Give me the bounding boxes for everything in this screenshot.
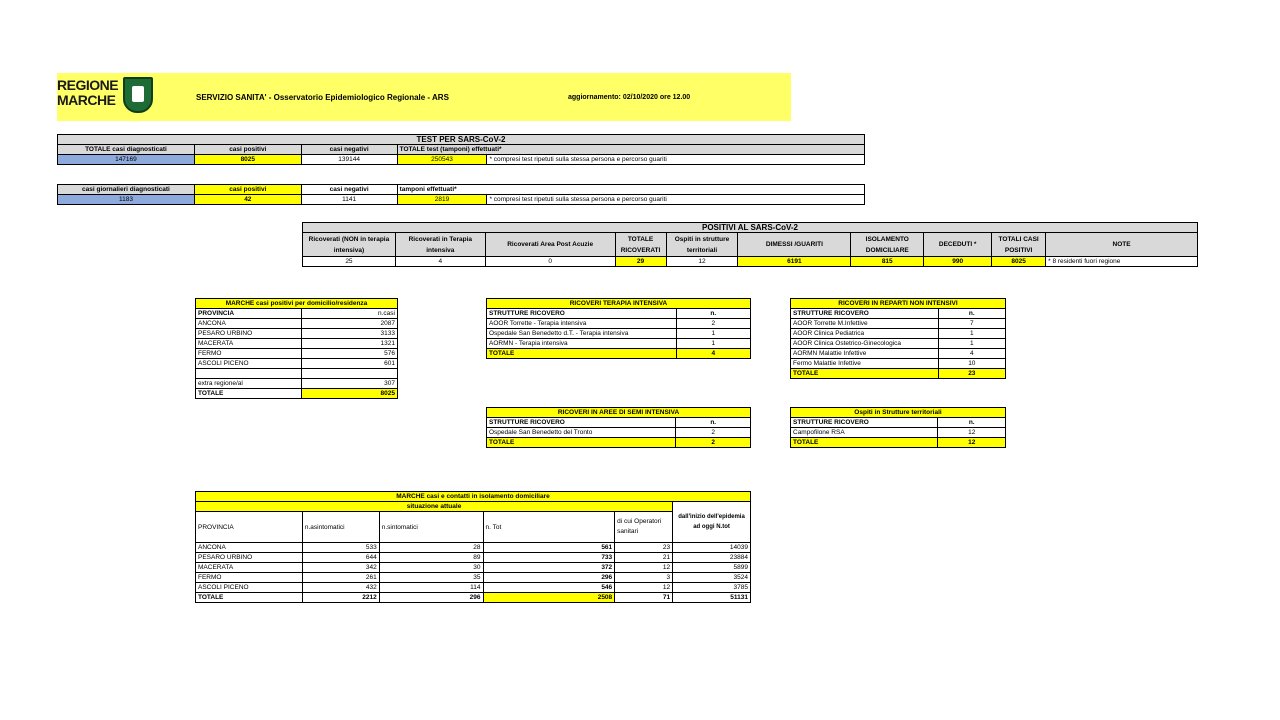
test-table — [57, 134, 865, 165]
total-diagnosticati: 147169 — [58, 155, 195, 165]
value-cell: 990 — [924, 257, 992, 267]
table-row: Ospedale San Benedetto d.T. - Terapia intensiva — [487, 329, 677, 339]
table-row: 342 — [302, 563, 379, 573]
header-cell: TOTALE test (tamponi) effettuati* — [397, 145, 864, 155]
update-timestamp: aggiornamento: 02/10/2020 ore 12.00 — [568, 94, 691, 101]
header-cell: casi positivi — [194, 145, 301, 155]
total-value: 23 — [938, 369, 1005, 379]
table-row: AOOR Torrette M.Infettive — [791, 319, 939, 329]
table-row: AOOR Clinica Ostetrico-Ginecologica — [791, 339, 939, 349]
isolamento-title: MARCHE casi e contatti in isolamento domiciliare — [196, 492, 751, 502]
semi-intensiva-table — [486, 407, 751, 448]
shield-icon — [123, 77, 153, 113]
total-label: TOTALE — [791, 438, 938, 448]
table-row: 1321 — [301, 339, 397, 349]
total-value: 2508 — [483, 593, 615, 603]
total-value: 4 — [676, 349, 750, 359]
total-value: 12 — [938, 438, 1006, 448]
isolamento-subtitle: situazione attuale — [196, 502, 673, 512]
header-cell: casi giornalieri diagnosticati — [58, 185, 195, 195]
value-cell: 25 — [303, 257, 396, 267]
table-row: ANCONA — [196, 543, 303, 553]
header-cell: n.sintomatici — [379, 512, 483, 543]
semi-title: RICOVERI IN AREE DI SEMI INTENSIVA — [487, 408, 751, 418]
table-row: 576 — [301, 349, 397, 359]
table-row: 3133 — [301, 329, 397, 339]
table-row: 2 — [676, 428, 751, 438]
table-row: 89 — [379, 553, 483, 563]
test-note: * compresi test ripetuti sulla stessa persona e percorso guariti — [487, 155, 865, 165]
col-strutture: STRUTTURE RICOVERO — [487, 309, 677, 319]
table-row: 10 — [938, 359, 1005, 369]
table-row: 114 — [379, 583, 483, 593]
total-value: 296 — [379, 593, 483, 603]
table-row: ASCOLI PICENO — [196, 359, 302, 369]
daily-tamponi: 2819 — [397, 195, 487, 205]
casi-positivi: 8025 — [194, 155, 301, 165]
header-cell: Ospiti in strutture territoriali — [666, 233, 738, 257]
total-label: TOTALE — [487, 438, 676, 448]
table-row: AOOR Clinica Pediatrica — [791, 329, 939, 339]
total-value: 8025 — [301, 389, 397, 399]
table-row: extra regione/al — [196, 379, 302, 389]
table-row: MACERATA — [196, 339, 302, 349]
value-cell: 6191 — [738, 257, 851, 267]
total-label: TOTALE — [196, 593, 303, 603]
table-row — [196, 369, 302, 379]
header-cell: Ricoverati Area Post Acuzie — [485, 233, 615, 257]
table-row: 23884 — [673, 553, 751, 563]
header-cell: DIMESSI /GUARITI — [738, 233, 851, 257]
table-row: 533 — [302, 543, 379, 553]
value-cell: 8025 — [992, 257, 1046, 267]
header-cell: tamponi effettuati* — [397, 185, 864, 195]
header-cell: n.asintomatici — [302, 512, 379, 543]
total-value: 2 — [676, 438, 751, 448]
table-row: 7 — [938, 319, 1005, 329]
total-label: TOTALE — [487, 349, 677, 359]
table-row: 307 — [301, 379, 397, 389]
header-cell: TOTALE RICOVERATI — [615, 233, 666, 257]
col-strutture: STRUTTURE RICOVERO — [791, 418, 938, 428]
header-cell: ISOLAMENTO DOMICILIARE — [851, 233, 924, 257]
note-cell: * 8 residenti fuori regione — [1046, 257, 1198, 267]
non-intensivi-table — [790, 298, 1006, 379]
table-row: 14039 — [673, 543, 751, 553]
header-cell: Ricoverati (NON in terapia intensiva) — [303, 233, 396, 257]
table-row: FERMO — [196, 349, 302, 359]
territoriali-title: Ospiti in Strutture territoriali — [791, 408, 1006, 418]
table-row: 12 — [615, 563, 673, 573]
col-n: n. — [676, 418, 751, 428]
domicilio-table — [195, 298, 398, 399]
table-row: 12 — [615, 583, 673, 593]
table-row: 28 — [379, 543, 483, 553]
header-cell: Ricoverati in Terapia intensiva — [395, 233, 485, 257]
daily-note: * compresi test ripetuti sulla stessa persona e percorso guariti — [487, 195, 865, 205]
table-row: 546 — [483, 583, 615, 593]
table-row: PESARO URBINO — [196, 553, 303, 563]
table-row: 2087 — [301, 319, 397, 329]
table-row: 35 — [379, 573, 483, 583]
table-row: 4 — [938, 349, 1005, 359]
table-row: AORMN - Terapia intensiva — [487, 339, 677, 349]
header-cell: di cui Operatori sanitari — [615, 512, 673, 543]
table-row: 733 — [483, 553, 615, 563]
col-n: n. — [938, 418, 1006, 428]
header-cell: TOTALE casi diagnosticati — [58, 145, 195, 155]
logo-text-line2: MARCHE — [57, 92, 116, 108]
header-cell: casi negativi — [301, 185, 397, 195]
table-row: 296 — [483, 573, 615, 583]
total-value: 2212 — [302, 593, 379, 603]
header-cell: PROVINCIA — [196, 512, 303, 543]
col-n: n. — [676, 309, 750, 319]
table-row: 1 — [676, 339, 750, 349]
terapia-title: RICOVERI TERAPIA INTENSIVA — [487, 299, 751, 309]
table-row: 432 — [302, 583, 379, 593]
table-row: 3785 — [673, 583, 751, 593]
header-cell: casi negativi — [301, 145, 397, 155]
header-title: SERVIZIO SANITA' - Osservatorio Epidemiologico Regionale - ARS — [196, 93, 449, 102]
table-row: ANCONA — [196, 319, 302, 329]
col-strutture: STRUTTURE RICOVERO — [487, 418, 676, 428]
total-value: 71 — [615, 593, 673, 603]
test-title: TEST PER SARS-CoV-2 — [58, 135, 865, 145]
table-row: 1 — [938, 329, 1005, 339]
total-label: TOTALE — [791, 369, 939, 379]
positivi-title: POSITIVI AL SARS-CoV-2 — [303, 223, 1198, 233]
casi-negativi: 139144 — [301, 155, 397, 165]
positivi-table — [302, 222, 1198, 267]
terapia-intensiva-table — [486, 298, 751, 359]
header-cell: NOTE — [1046, 233, 1198, 257]
table-row: FERMO — [196, 573, 303, 583]
header-cell: dall'inizio dell'epidemia ad oggi N.tot — [673, 502, 751, 543]
col-strutture: STRUTTURE RICOVERO — [791, 309, 939, 319]
table-row: 372 — [483, 563, 615, 573]
header-cell: DECEDUTI * — [924, 233, 992, 257]
non-intensivi-title: RICOVERI IN REPARTI NON INTENSIVI — [791, 299, 1006, 309]
table-row: AORMN Malattie Infettive — [791, 349, 939, 359]
col-provincia: PROVINCIA — [196, 309, 302, 319]
totale-test: 250543 — [397, 155, 487, 165]
daily-test-table — [57, 184, 865, 205]
total-value: 51131 — [673, 593, 751, 603]
table-row: 12 — [938, 428, 1006, 438]
table-row: Ospedale San Benedetto del Tronto — [487, 428, 676, 438]
daily-diagnosticati: 1183 — [58, 195, 195, 205]
daily-negativi: 1141 — [301, 195, 397, 205]
col-n: n. — [938, 309, 1005, 319]
table-row: Fermo Malattie Infettive — [791, 359, 939, 369]
table-row: 1 — [938, 339, 1005, 349]
table-row: 23 — [615, 543, 673, 553]
table-row: Campofilone RSA — [791, 428, 938, 438]
domicilio-title: MARCHE casi positivi per domicilio/residenza — [196, 299, 398, 309]
table-row: ASCOLI PICENO — [196, 583, 303, 593]
isolamento-table — [195, 491, 751, 603]
table-row: 601 — [301, 359, 397, 369]
table-row: 644 — [302, 553, 379, 563]
table-row: 2 — [676, 319, 750, 329]
table-row: 3524 — [673, 573, 751, 583]
table-row: PESARO URBINO — [196, 329, 302, 339]
header-cell: n. Tot — [483, 512, 615, 543]
col-ncasi: n.casi — [301, 309, 397, 319]
value-cell: 12 — [666, 257, 738, 267]
value-cell: 4 — [395, 257, 485, 267]
table-row: 1 — [676, 329, 750, 339]
table-row: 561 — [483, 543, 615, 553]
table-row: 21 — [615, 553, 673, 563]
value-cell: 815 — [851, 257, 924, 267]
table-row: 3 — [615, 573, 673, 583]
table-row: 261 — [302, 573, 379, 583]
table-row: 30 — [379, 563, 483, 573]
logo-text-line1: REGIONE — [57, 77, 119, 93]
value-cell: 0 — [485, 257, 615, 267]
table-row: 5899 — [673, 563, 751, 573]
header-cell: TOTALI CASI POSITIVI — [992, 233, 1046, 257]
total-label: TOTALE — [196, 389, 302, 399]
territoriali-table — [790, 407, 1006, 448]
table-row — [301, 369, 397, 379]
header-cell: casi positivi — [194, 185, 301, 195]
table-row: MACERATA — [196, 563, 303, 573]
daily-positivi: 42 — [194, 195, 301, 205]
table-row: AOOR Torrette - Terapia intensiva — [487, 319, 677, 329]
regione-marche-logo — [57, 77, 157, 115]
value-cell: 29 — [615, 257, 666, 267]
